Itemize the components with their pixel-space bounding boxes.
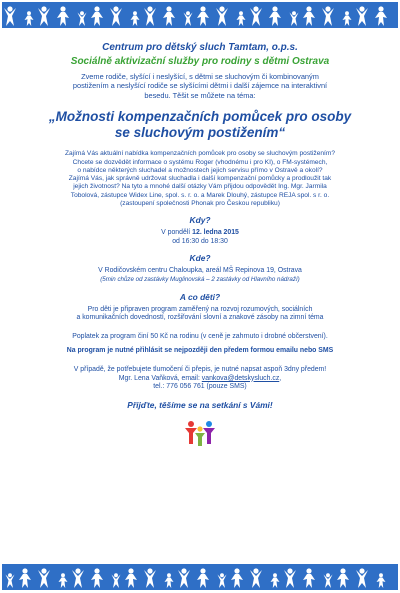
figure-silhouette-icon: [110, 6, 122, 26]
figure-silhouette-icon: [284, 568, 296, 588]
contact-suffix: ,: [279, 374, 282, 382]
figure-silhouette-icon: [163, 6, 175, 26]
intro-paragraph: [46, 72, 354, 100]
figure-silhouette-icon: [197, 568, 209, 588]
description-line: o nabídce některých sluchadel a možnostech jejich servisu přímo v Ostravě a okolí?: [77, 166, 323, 174]
figure-silhouette-icon: [4, 6, 16, 26]
organization-name: Centrum pro dětský sluch Tamtam, o.p.s.: [102, 42, 298, 53]
figure-silhouette-icon: [290, 11, 299, 26]
figure-silhouette-icon: [112, 573, 121, 588]
intro-line: besedu. Těšit se můžete na téma:: [144, 90, 256, 100]
title-line: „Možnosti kompenzačních pomůcek pro osoby: [48, 109, 352, 125]
figure-silhouette-icon: [231, 568, 243, 588]
contact-phone: tel.: 776 056 761 (pouze SMS): [153, 383, 247, 391]
event-title: [0, 109, 400, 141]
three-figures-logo-icon: [182, 418, 218, 448]
figure-silhouette-icon: [356, 568, 368, 588]
title-line: se sluchovým postižením“: [114, 125, 286, 141]
fee-text: Poplatek za program činí 50 Kč na rodinu (v ceně je zahrnuto i drobné občerstvení).: [72, 332, 328, 340]
closing-text: Přijďte, těšíme se na setkání s Vámi!: [127, 399, 273, 410]
figure-silhouette-icon: [38, 568, 50, 588]
figure-silhouette-icon: [324, 573, 333, 588]
figure-silhouette-icon: [91, 6, 103, 26]
figure-silhouette-icon: [375, 6, 387, 26]
contact-email-link[interactable]: vankova@detskysluch.cz: [201, 374, 280, 382]
top-figures-banner: [2, 2, 398, 28]
registration-text: Na program je nutné přihlásit se nejpozději den předem formou emailu nebo SMS: [66, 347, 334, 355]
kids-line: a komunikačních dovedností, rozšiřování slovní a znakové zásoby na zimní téma: [76, 314, 324, 322]
interpreter-notice: V případě, že potřebujete tlumočení či přepis, je nutné napsat aspoň 3dny předem!: [73, 366, 327, 374]
description-line: Tobolová, zástupce Widex Line, spol. s. r. o. a Marek Dlouhý, zástupce REJA spol. s r. o.: [70, 191, 330, 199]
figure-silhouette-icon: [356, 6, 368, 26]
figure-silhouette-icon: [78, 11, 87, 26]
description-line: Zajímá Vás aktuální nabídka kompenzačních pomůcek pro osoby se sluchovým postižením?: [64, 150, 336, 158]
when-date: [0, 229, 400, 238]
kids-line: Pro děti je připraven program zaměřený na rozvoj rozumových, sociálních: [87, 305, 313, 313]
figures-pattern-icon: [2, 564, 398, 590]
figure-silhouette-icon: [271, 573, 280, 588]
where-heading: Kde?: [189, 253, 211, 264]
bottom-figures-banner: [2, 564, 398, 590]
figure-silhouette-icon: [125, 568, 137, 588]
figure-silhouette-icon: [144, 568, 156, 588]
figure-silhouette-icon: [165, 573, 174, 588]
figure-silhouette-icon: [6, 573, 15, 588]
figure-silhouette-icon: [250, 568, 262, 588]
contact-name: Mgr. Lena Vaňková, email:: [118, 374, 202, 382]
figure-silhouette-icon: [25, 11, 34, 26]
intro-line: Zveme rodiče, slyšící i neslyšící, s dětmi se sluchovým či kombinovaným: [81, 72, 319, 81]
figures-pattern-icon: [2, 2, 398, 28]
when-time: od 16:30 do 18:30: [172, 237, 228, 245]
intro-line: postižením a neslyšící rodiče se slyšícími dětmi i další zájemce na interaktivní: [72, 81, 328, 91]
figure-silhouette-icon: [303, 568, 315, 588]
description-line: Chcete se dozvědět informace o systému Roger (vhodnému i pro KI), o FM-systémech,: [72, 158, 328, 166]
figure-silhouette-icon: [250, 6, 262, 26]
figure-silhouette-icon: [72, 568, 84, 588]
invitation-content: [0, 30, 400, 560]
description-line: (zastoupení společnosti Phonak pro Českou republiku): [120, 200, 280, 207]
figure-silhouette-icon: [377, 573, 386, 588]
description-paragraph: [28, 150, 372, 208]
when-date-value: 12. ledna 2015: [192, 229, 239, 237]
when-heading: Kdy?: [189, 215, 211, 226]
figure-silhouette-icon: [131, 11, 140, 26]
kids-heading: A co děti?: [179, 291, 221, 302]
figure-silhouette-icon: [343, 11, 352, 26]
figure-silhouette-icon: [216, 6, 228, 26]
where-directions: (5min chůze od zastávky Muglinovská – 2 zastávky od Hlavního nádraží): [100, 276, 300, 284]
where-address: V Rodičovském centru Chaloupka, areál MŠ Repinova 19, Ostrava: [98, 267, 302, 275]
figure-silhouette-icon: [197, 6, 209, 26]
when-date-prefix: V pondělí: [161, 229, 193, 237]
figure-silhouette-icon: [144, 6, 156, 26]
figure-silhouette-icon: [269, 6, 281, 26]
figure-silhouette-icon: [178, 568, 190, 588]
figure-silhouette-icon: [59, 573, 68, 588]
figure-silhouette-icon: [19, 568, 31, 588]
figure-silhouette-icon: [303, 6, 315, 26]
figure-silhouette-icon: [38, 6, 50, 26]
description-line: jejich životnost? Na tyto a mnohé další otázky Vám přijdou odpovědět Ing. Mgr. Jarmila: [73, 183, 327, 191]
figure-silhouette-icon: [91, 568, 103, 588]
figure-silhouette-icon: [237, 11, 246, 26]
figure-silhouette-icon: [218, 573, 227, 588]
description-line: Zajímá Vás, jak správně udržovat sluchadla i další kompenzační pomůcky a prodloužit tak: [68, 175, 332, 183]
figure-silhouette-icon: [57, 6, 69, 26]
figure-silhouette-icon: [184, 11, 193, 26]
contact-line: [0, 375, 400, 384]
figure-silhouette-icon: [322, 6, 334, 26]
figure-silhouette-icon: [337, 568, 349, 588]
service-subtitle: Sociálně aktivizační služby pro rodiny s dětmi Ostrava: [70, 56, 330, 67]
